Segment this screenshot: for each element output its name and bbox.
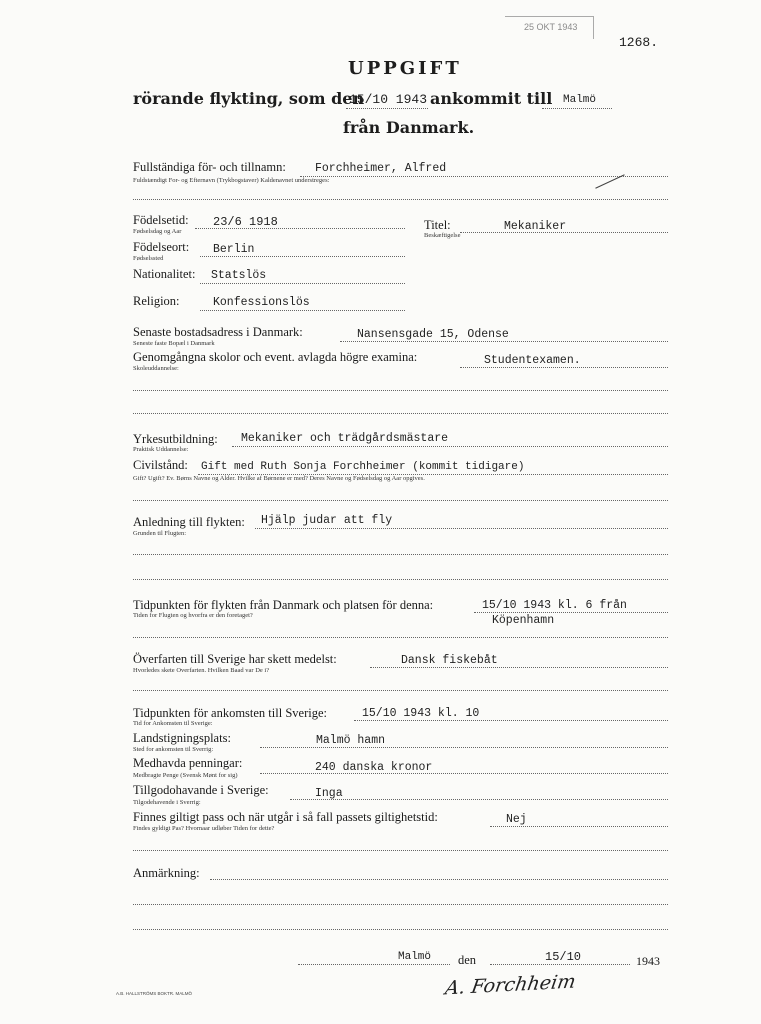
name-sublabel: Fuldstændigt For- og Efternavn (Trykbogstaver) Kaldenavnet understreges: [133, 177, 330, 184]
arrival-date-heading: 15/10 1943 [349, 92, 428, 107]
address-sublabel: Seneste faste Bopæl i Danmark [133, 340, 215, 347]
passport-sublabel: Findes gyldigt Pas? Hvornaar udløber Tiden for dette? [133, 825, 275, 832]
flight-place-value: Köpenhamn [492, 614, 555, 627]
reason-sublabel: Grunden til Flugten: [133, 530, 187, 537]
assets-sublabel: Tilgodehavende i Sverrig: [133, 799, 201, 806]
flight-time-sublabel: Tiden for Flugten og hvorfra er den foretaget? [133, 612, 253, 619]
name-value: Forchheimer, Alfred [315, 162, 447, 175]
vocational-value: Mekaniker och trädgårdsmästare [241, 432, 449, 445]
crossing-value: Dansk fiskebåt [401, 654, 498, 667]
birthplace-sublabel: Fødselssted [133, 255, 164, 262]
name-label: Fullständiga för- och tillnamn: [133, 160, 286, 174]
title-sublabel: Beskæftigelse [424, 232, 461, 239]
education-sublabel: Skoleuddannelse: [133, 365, 179, 372]
birth-date-sublabel: Fødselsdag og Aar [133, 228, 182, 235]
passport-value: Nej [506, 813, 527, 826]
heading-line-2: från Danmark. [343, 118, 475, 137]
landing-place-value: Malmö hamn [316, 734, 386, 747]
religion-value: Konfessionslös [213, 296, 310, 309]
crossing-label: Överfarten till Sverige har skett medelst: [133, 652, 337, 666]
nationality-value: Statslös [211, 269, 267, 282]
education-label: Genomgångna skolor och event. avlagda högre examina: [133, 350, 418, 364]
passport-label: Finnes giltigt pass och när utgår i så fall passets giltighetstid: [133, 810, 438, 824]
religion-label: Religion: [133, 294, 180, 308]
signature: A. Forchheim [443, 970, 578, 1000]
arrival-place-heading: Malmö [563, 94, 597, 106]
address-label: Senaste bostadsadress i Danmark: [133, 325, 303, 339]
reason-label: Anledning till flykten: [133, 515, 245, 529]
document-number: 1268. [619, 35, 659, 50]
flight-time-value: 15/10 1943 kl. 6 från [482, 599, 627, 612]
flight-time-label: Tidpunkten för flykten från Danmark och platsen för denna: [133, 598, 434, 612]
heading-line-1-prefix: rörande flykting, som den [133, 89, 365, 108]
reason-value: Hjälp judar att fly [261, 514, 393, 527]
heading-line-1-suffix: ankommit till [430, 89, 553, 108]
arrival-time-label: Tidpunkten för ankomsten till Sverige: [133, 706, 327, 720]
arrival-time-value: 15/10 1943 kl. 10 [362, 707, 480, 720]
remarks-label: Anmärkning: [133, 866, 200, 880]
page-title: UPPGIFT [348, 58, 462, 79]
received-stamp: 25 OKT 1943 [524, 22, 578, 32]
civil-status-value: Gift med Ruth Sonja Forchheimer (kommit tidigare) [201, 461, 525, 473]
printer-imprint: A.B. HALLSTRÖMS BOKTR. MALMÖ [116, 991, 193, 996]
civil-status-sublabel: Gift? Ugift? Ev. Børns Navne og Alder. Hvilke af Børnene er med? Deres Navne og Fødselsdag og Aar opgives. [133, 475, 425, 482]
address-value: Nansensgade 15, Odense [357, 328, 509, 341]
signing-den: den [458, 953, 477, 967]
money-sublabel: Medbragte Penge (Svensk Mønt for sig) [133, 772, 238, 779]
education-value: Studentexamen. [484, 354, 581, 367]
nationality-label: Nationalitet: [133, 267, 196, 281]
birth-date-label: Födelsetid: [133, 213, 189, 227]
money-label: Medhavda penningar: [133, 756, 243, 770]
assets-label: Tillgodohavande i Sverige: [133, 783, 269, 797]
vocational-sublabel: Praktisk Uddannelse: [133, 446, 189, 453]
birth-date-value: 23/6 1918 [213, 215, 278, 229]
birthplace-label: Födelseort: [133, 240, 190, 254]
arrival-time-sublabel: Tid for Ankomsten til Sverige: [133, 720, 213, 727]
signing-date: 15/10 [545, 950, 582, 964]
birthplace-value: Berlin [213, 243, 255, 256]
title-label: Titel: [424, 218, 451, 232]
title-value: Mekaniker [504, 220, 567, 233]
assets-value: Inga [315, 787, 343, 800]
money-value: 240 danska kronor [315, 761, 433, 774]
signing-year: 1943 [636, 954, 660, 968]
vocational-label: Yrkesutbildning: [133, 432, 218, 446]
crossing-sublabel: Hvorledes skete Overfarten. Hvilken Baad var De i? [133, 667, 270, 674]
signing-place: Malmö [398, 951, 432, 963]
civil-status-label: Civilstånd: [133, 458, 188, 472]
landing-place-sublabel: Sted for ankomsten til Sverrig: [133, 746, 214, 753]
landing-place-label: Landstigningsplats: [133, 731, 231, 745]
